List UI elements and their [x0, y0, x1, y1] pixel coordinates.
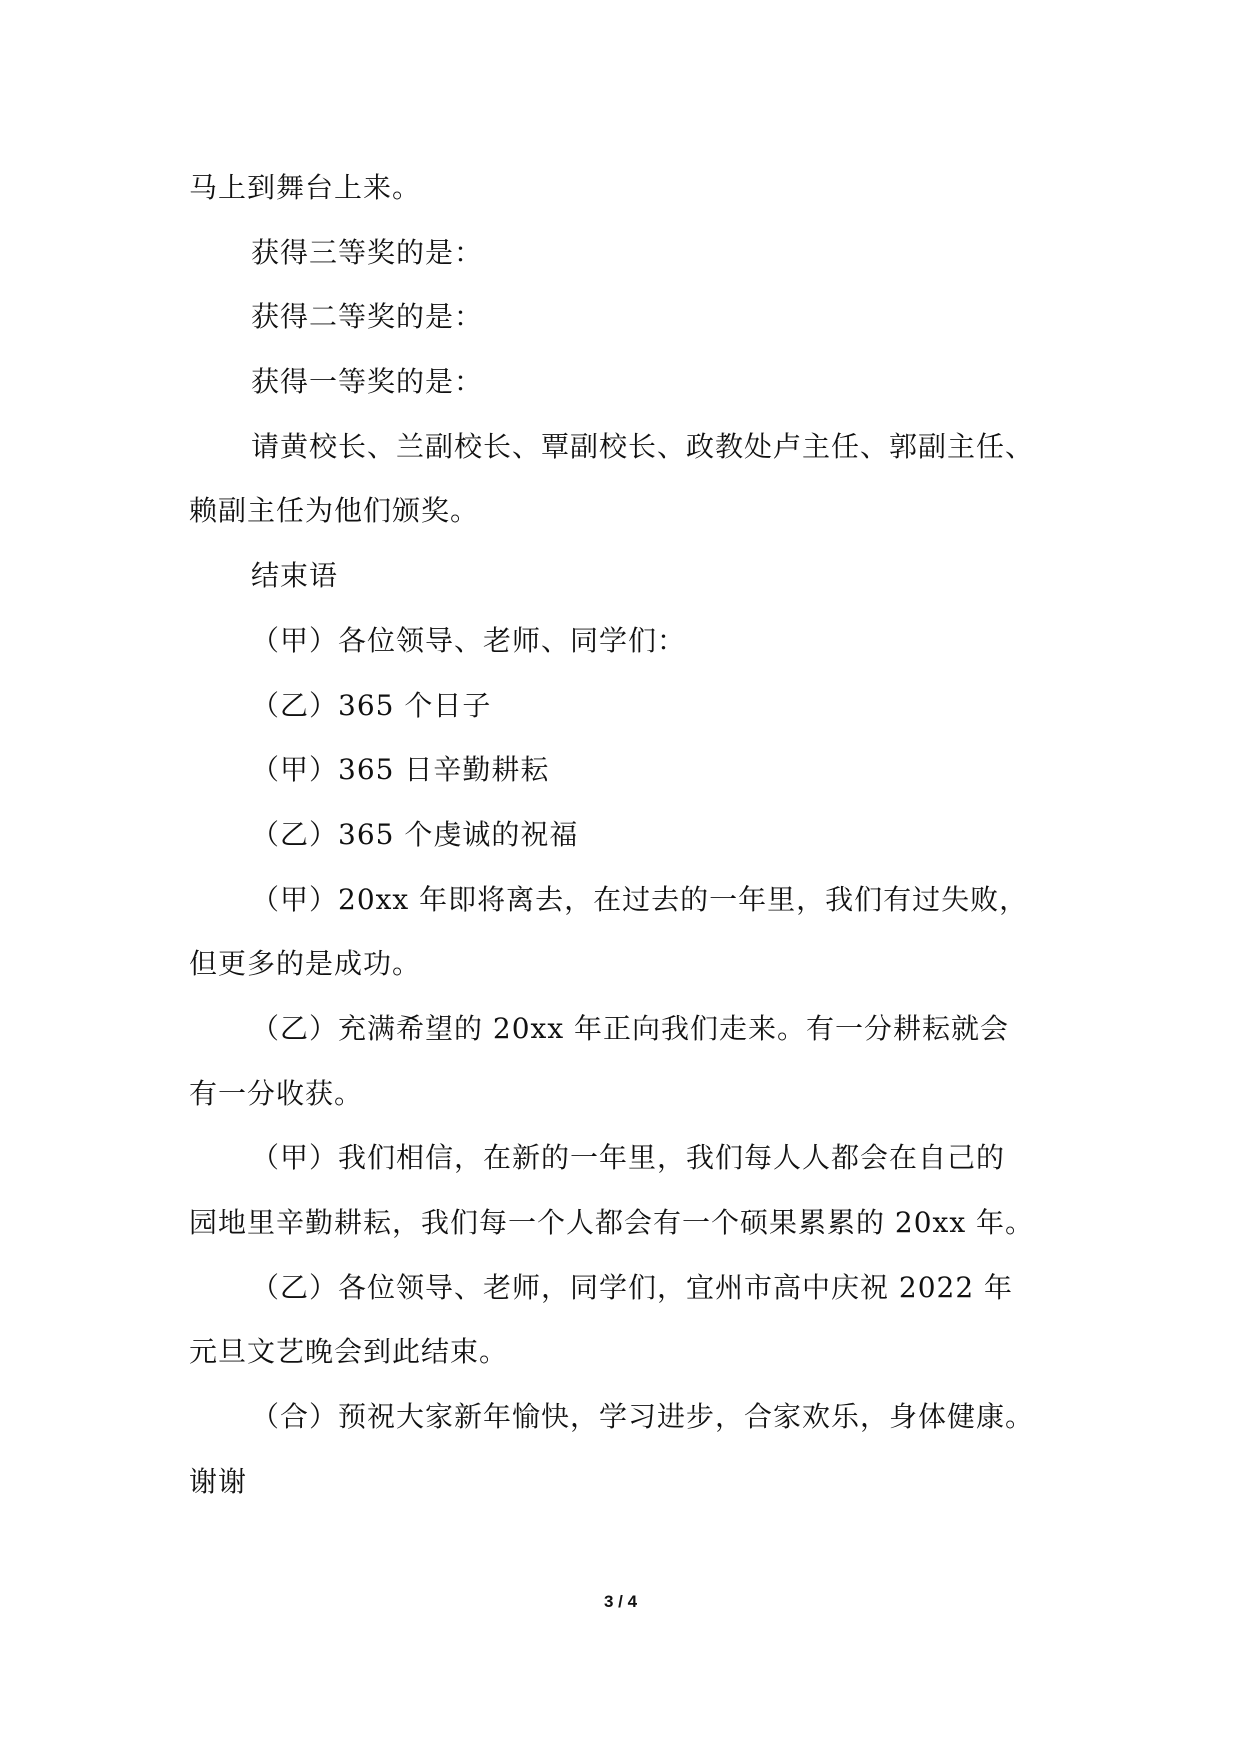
- text-line: （甲）各位领导、老师、同学们：: [251, 623, 687, 657]
- text-line: 请黄校长、兰副校长、覃副校长、政教处卢主任、郭副主任、: [251, 429, 1035, 463]
- page-number: 3 / 4: [603, 1592, 638, 1611]
- text-line: （合）预祝大家新年愉快，学习进步，合家欢乐，身体健康。: [251, 1400, 1035, 1434]
- text-line: 有一分收获。: [189, 1076, 364, 1110]
- document-body: [189, 156, 1059, 1514]
- text-line: （甲）我们相信，在新的一年里，我们每人人都会在自己的: [251, 1141, 1006, 1175]
- text-line: （甲）20xx 年即将离去，在过去的一年里，我们有过失败，: [251, 882, 1029, 916]
- text-line: （乙）365 个虔诚的祝福: [251, 817, 579, 851]
- text-line: 但更多的是成功。: [189, 947, 422, 981]
- text-line: （甲）365 日辛勤耕耘: [251, 753, 550, 787]
- text-line: （乙）各位领导、老师，同学们，宜州市高中庆祝 2022 年: [251, 1270, 1014, 1304]
- text-line: 赖副主任为他们颁奖。: [189, 494, 480, 528]
- text-line: 获得一等奖的是：: [251, 365, 484, 399]
- text-line: （乙）365 个日子: [251, 688, 492, 722]
- text-line: 结束语: [251, 559, 339, 593]
- text-line: 谢谢: [189, 1464, 248, 1498]
- text-line: （乙）充满希望的 20xx 年正向我们走来。有一分耕耘就会: [251, 1011, 1010, 1045]
- text-line: 马上到舞台上来。: [189, 171, 422, 204]
- text-line: 元旦文艺晚会到此结束。: [189, 1335, 509, 1369]
- text-line: 获得三等奖的是：: [251, 235, 484, 269]
- text-line: 园地里辛勤耕耘，我们每一个人都会有一个硕果累累的 20xx 年。: [189, 1206, 1035, 1239]
- text-line: 获得二等奖的是：: [251, 300, 484, 334]
